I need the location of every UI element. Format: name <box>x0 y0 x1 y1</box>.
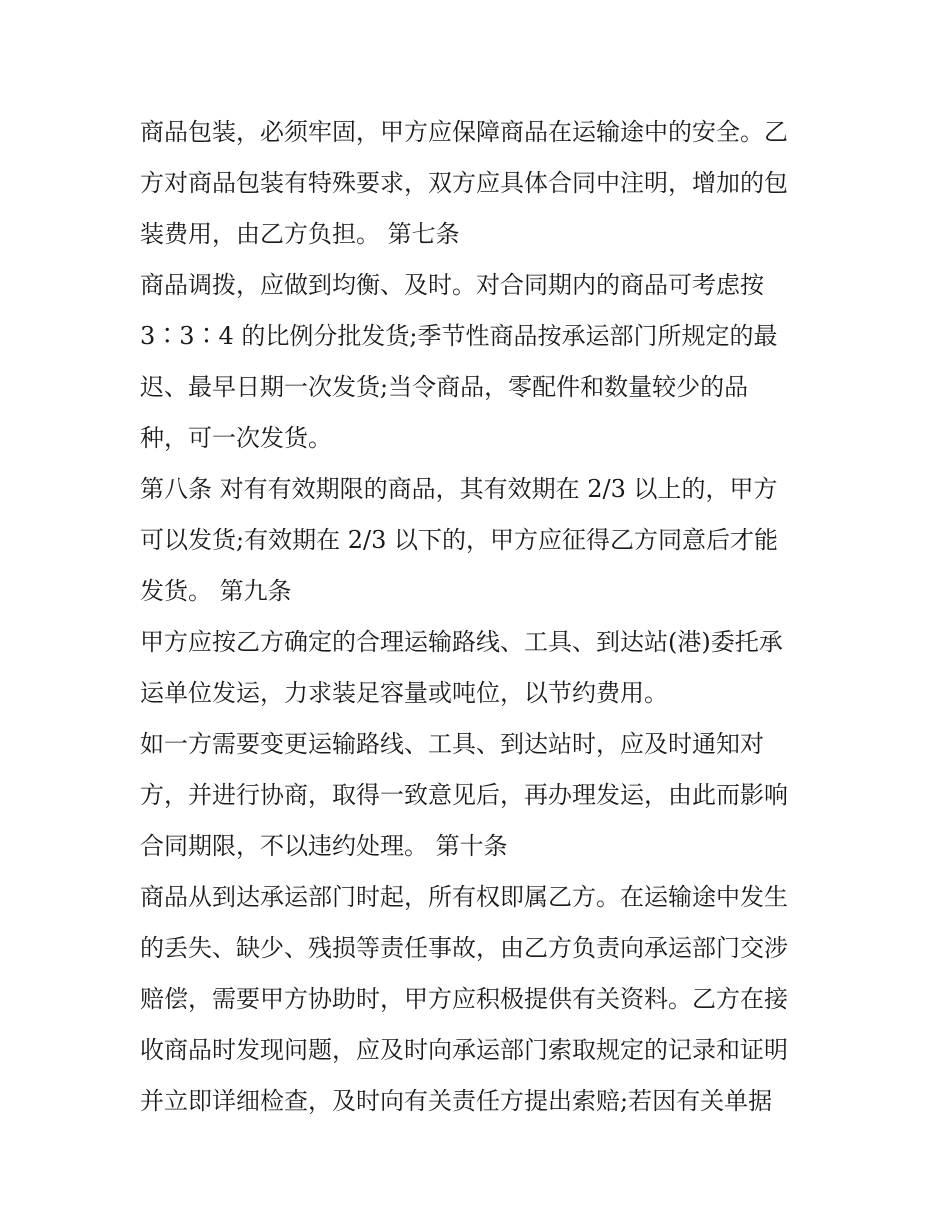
text-line: 迟、最早日期一次发货;当令商品，零配件和数量较少的品 <box>140 373 749 401</box>
text-line: 商品调拨，应做到均衡、及时。对合同期内的商品可考虑按 <box>140 271 764 299</box>
text-line: 3∶3∶4 的比例分批发货;季节性商品按承运部门所规定的最 <box>140 322 778 350</box>
text-line: 可以发货;有效期在 2/3 以下的，甲方应征得乙方同意后才能 <box>140 526 778 554</box>
text-line: 发货。 第九条 <box>140 577 292 605</box>
text-line: 运单位发运，力求装足容量或吨位，以节约费用。 <box>140 679 668 707</box>
text-line: 商品包装，必须牢固，甲方应保障商品在运输途中的安全。乙 <box>140 118 788 146</box>
text-line: 如一方需要变更运输路线、工具、到达站时，应及时通知对 <box>140 730 764 758</box>
text-line: 装费用，由乙方负担。 第七条 <box>140 220 460 248</box>
text-line: 方对商品包装有特殊要求，双方应具体合同中注明，增加的包 <box>140 169 788 197</box>
text-line: 甲方应按乙方确定的合理运输路线、工具、到达站(港)委托承 <box>140 628 783 656</box>
text-line: 并立即详细检查，及时向有关责任方提出索赔;若因有关单据 <box>140 1087 773 1115</box>
text-line: 的丢失、缺少、残损等责任事故，由乙方负责向承运部门交涉 <box>140 934 788 962</box>
text-line: 商品从到达承运部门时起，所有权即属乙方。在运输途中发生 <box>140 883 788 911</box>
text-line: 收商品时发现问题，应及时向承运部门索取规定的记录和证明 <box>140 1036 788 1064</box>
document-body <box>140 107 830 1127</box>
text-line: 赔偿，需要甲方协助时，甲方应积极提供有关资料。乙方在接 <box>140 985 788 1013</box>
text-line: 第八条 对有有效期限的商品，其有效期在 2/3 以上的，甲方 <box>140 475 778 503</box>
text-line: 种，可一次发货。 <box>140 424 332 452</box>
text-line: 合同期限，不以违约处理。 第十条 <box>140 832 508 860</box>
text-line: 方，并进行协商，取得一致意见后，再办理发运，由此而影响 <box>140 781 788 809</box>
